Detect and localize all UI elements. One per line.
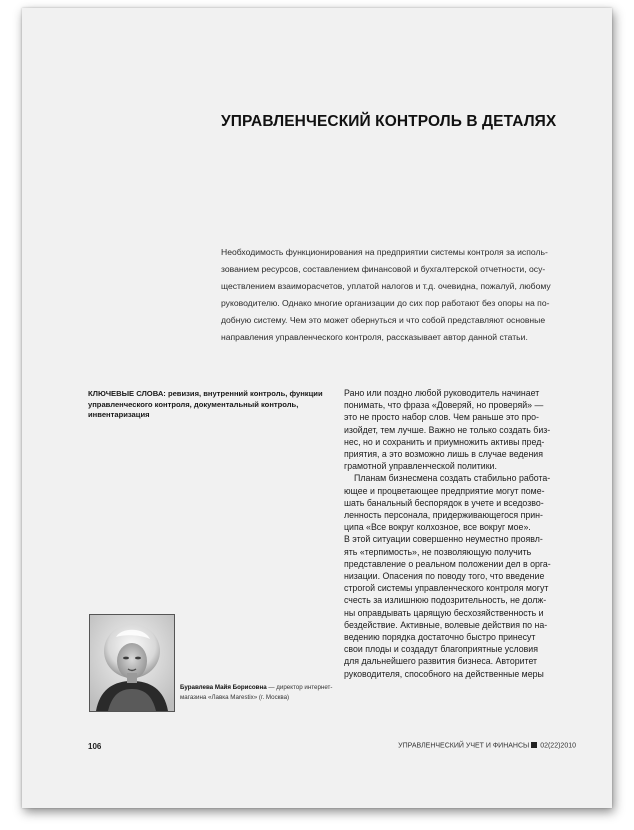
body-line: руководителя, способного на действенные меры bbox=[344, 668, 544, 679]
journal-page bbox=[22, 8, 612, 808]
body-line: Рано или поздно любой руководитель начинает bbox=[344, 388, 540, 398]
body-line: ципа «Все вокруг колхозное, все вокруг мое». bbox=[344, 522, 531, 533]
author-caption-line bbox=[180, 683, 340, 693]
body-line: для дальнейшего развития бизнеса. Авторитет bbox=[344, 656, 538, 667]
keywords-block bbox=[88, 389, 333, 421]
body-line: нес, но и сохранить и приумножить активы пред- bbox=[344, 436, 545, 447]
author-portrait-image bbox=[90, 615, 174, 711]
author-photo bbox=[89, 614, 175, 712]
author-name: Буравлева Майя Борисовна bbox=[180, 684, 267, 691]
body-line: ведению порядка достаточно быстро принесут bbox=[344, 632, 536, 643]
body-line: грамотной управленческой политики. bbox=[344, 461, 497, 472]
body-line: свои плоды и создадут благоприятные условия bbox=[344, 644, 538, 655]
article-body bbox=[344, 387, 592, 680]
article-title: УПРАВЛЕНЧЕСКИЙ КОНТРОЛЬ В ДЕТАЛЯХ bbox=[221, 113, 557, 130]
journal-name: УПРАВЛЕНЧЕСКИЙ УЧЕТ И ФИНАНСЫ bbox=[398, 742, 530, 750]
keywords-line: КЛЮЧЕВЫЕ СЛОВА: ревизия, внутренний контроль, функции bbox=[88, 389, 323, 398]
body-line: Планам бизнесмена создать стабильно работа- bbox=[354, 473, 551, 484]
body-line: это не просто набор слов. Чем раньше это про- bbox=[344, 412, 539, 423]
body-line: представление о реальном положении дел в орга- bbox=[344, 558, 551, 569]
body-line: счесть за излишнюю подозрительность, не долж- bbox=[344, 595, 547, 606]
author-caption bbox=[180, 683, 340, 702]
body-line: В этой ситуации совершенно неуместно проявл- bbox=[344, 534, 543, 545]
abstract-line: руководителю. Однако многие организации до сих пор работают без опоры на по- bbox=[221, 298, 550, 308]
author-role: — директор интернет- bbox=[266, 684, 333, 691]
abstract-line: Необходимость функционирования на предприятии системы контроля за исполь- bbox=[221, 247, 548, 257]
body-line: низации. Опасения по поводу того, что введение bbox=[344, 571, 545, 582]
abstract-line: ществлением взаиморасчетов, уплатой налогов и т.д. очевидна, пожалуй, любому bbox=[221, 281, 551, 291]
body-line: шать банальный беспорядок в учете и вседозво- bbox=[344, 497, 544, 508]
author-company: магазина «Лавка Маrestix» (г. Москва) bbox=[180, 693, 290, 701]
keywords-line: управленческого контроля, документальный контроль, bbox=[88, 399, 299, 409]
body-line: приятия, а это возможно лишь в случае ведения bbox=[344, 449, 543, 460]
body-line: ленность персонала, придерживающегося прин- bbox=[344, 510, 543, 521]
abstract-line: направления управленческого контроля, рассказывает автор данной статьи. bbox=[221, 332, 528, 342]
body-line: ны оправдывать царящую бесхозяйственность и bbox=[344, 607, 544, 618]
body-line: изойдет, тем лучше. Важно не только создать биз- bbox=[344, 424, 551, 435]
body-line: понимать, что фраза «Доверяй, но проверяй» — bbox=[344, 400, 544, 411]
page-number: 106 bbox=[88, 742, 102, 751]
body-line: бездействие. Активные, волевые действия по на- bbox=[344, 619, 548, 630]
body-line: строгой системы управленческого контроля могут bbox=[344, 583, 549, 594]
body-line: ющее и процветающее предприятие могут поме- bbox=[344, 485, 545, 496]
keywords-line: инвентаризация bbox=[88, 410, 150, 419]
abstract-line: зованием ресурсов, составлением финансовой и бухгалтерской отчетности, осу- bbox=[221, 264, 546, 274]
running-footer bbox=[398, 742, 576, 750]
article-abstract bbox=[221, 244, 591, 346]
issue-number: 02(22)2010 bbox=[540, 742, 576, 750]
square-bullet-icon bbox=[531, 742, 537, 748]
abstract-line: добную систему. Чем это может обернуться и что собой представляют основные bbox=[221, 315, 546, 325]
body-line: ять «терпимость», не позволяющую получить bbox=[344, 546, 532, 557]
